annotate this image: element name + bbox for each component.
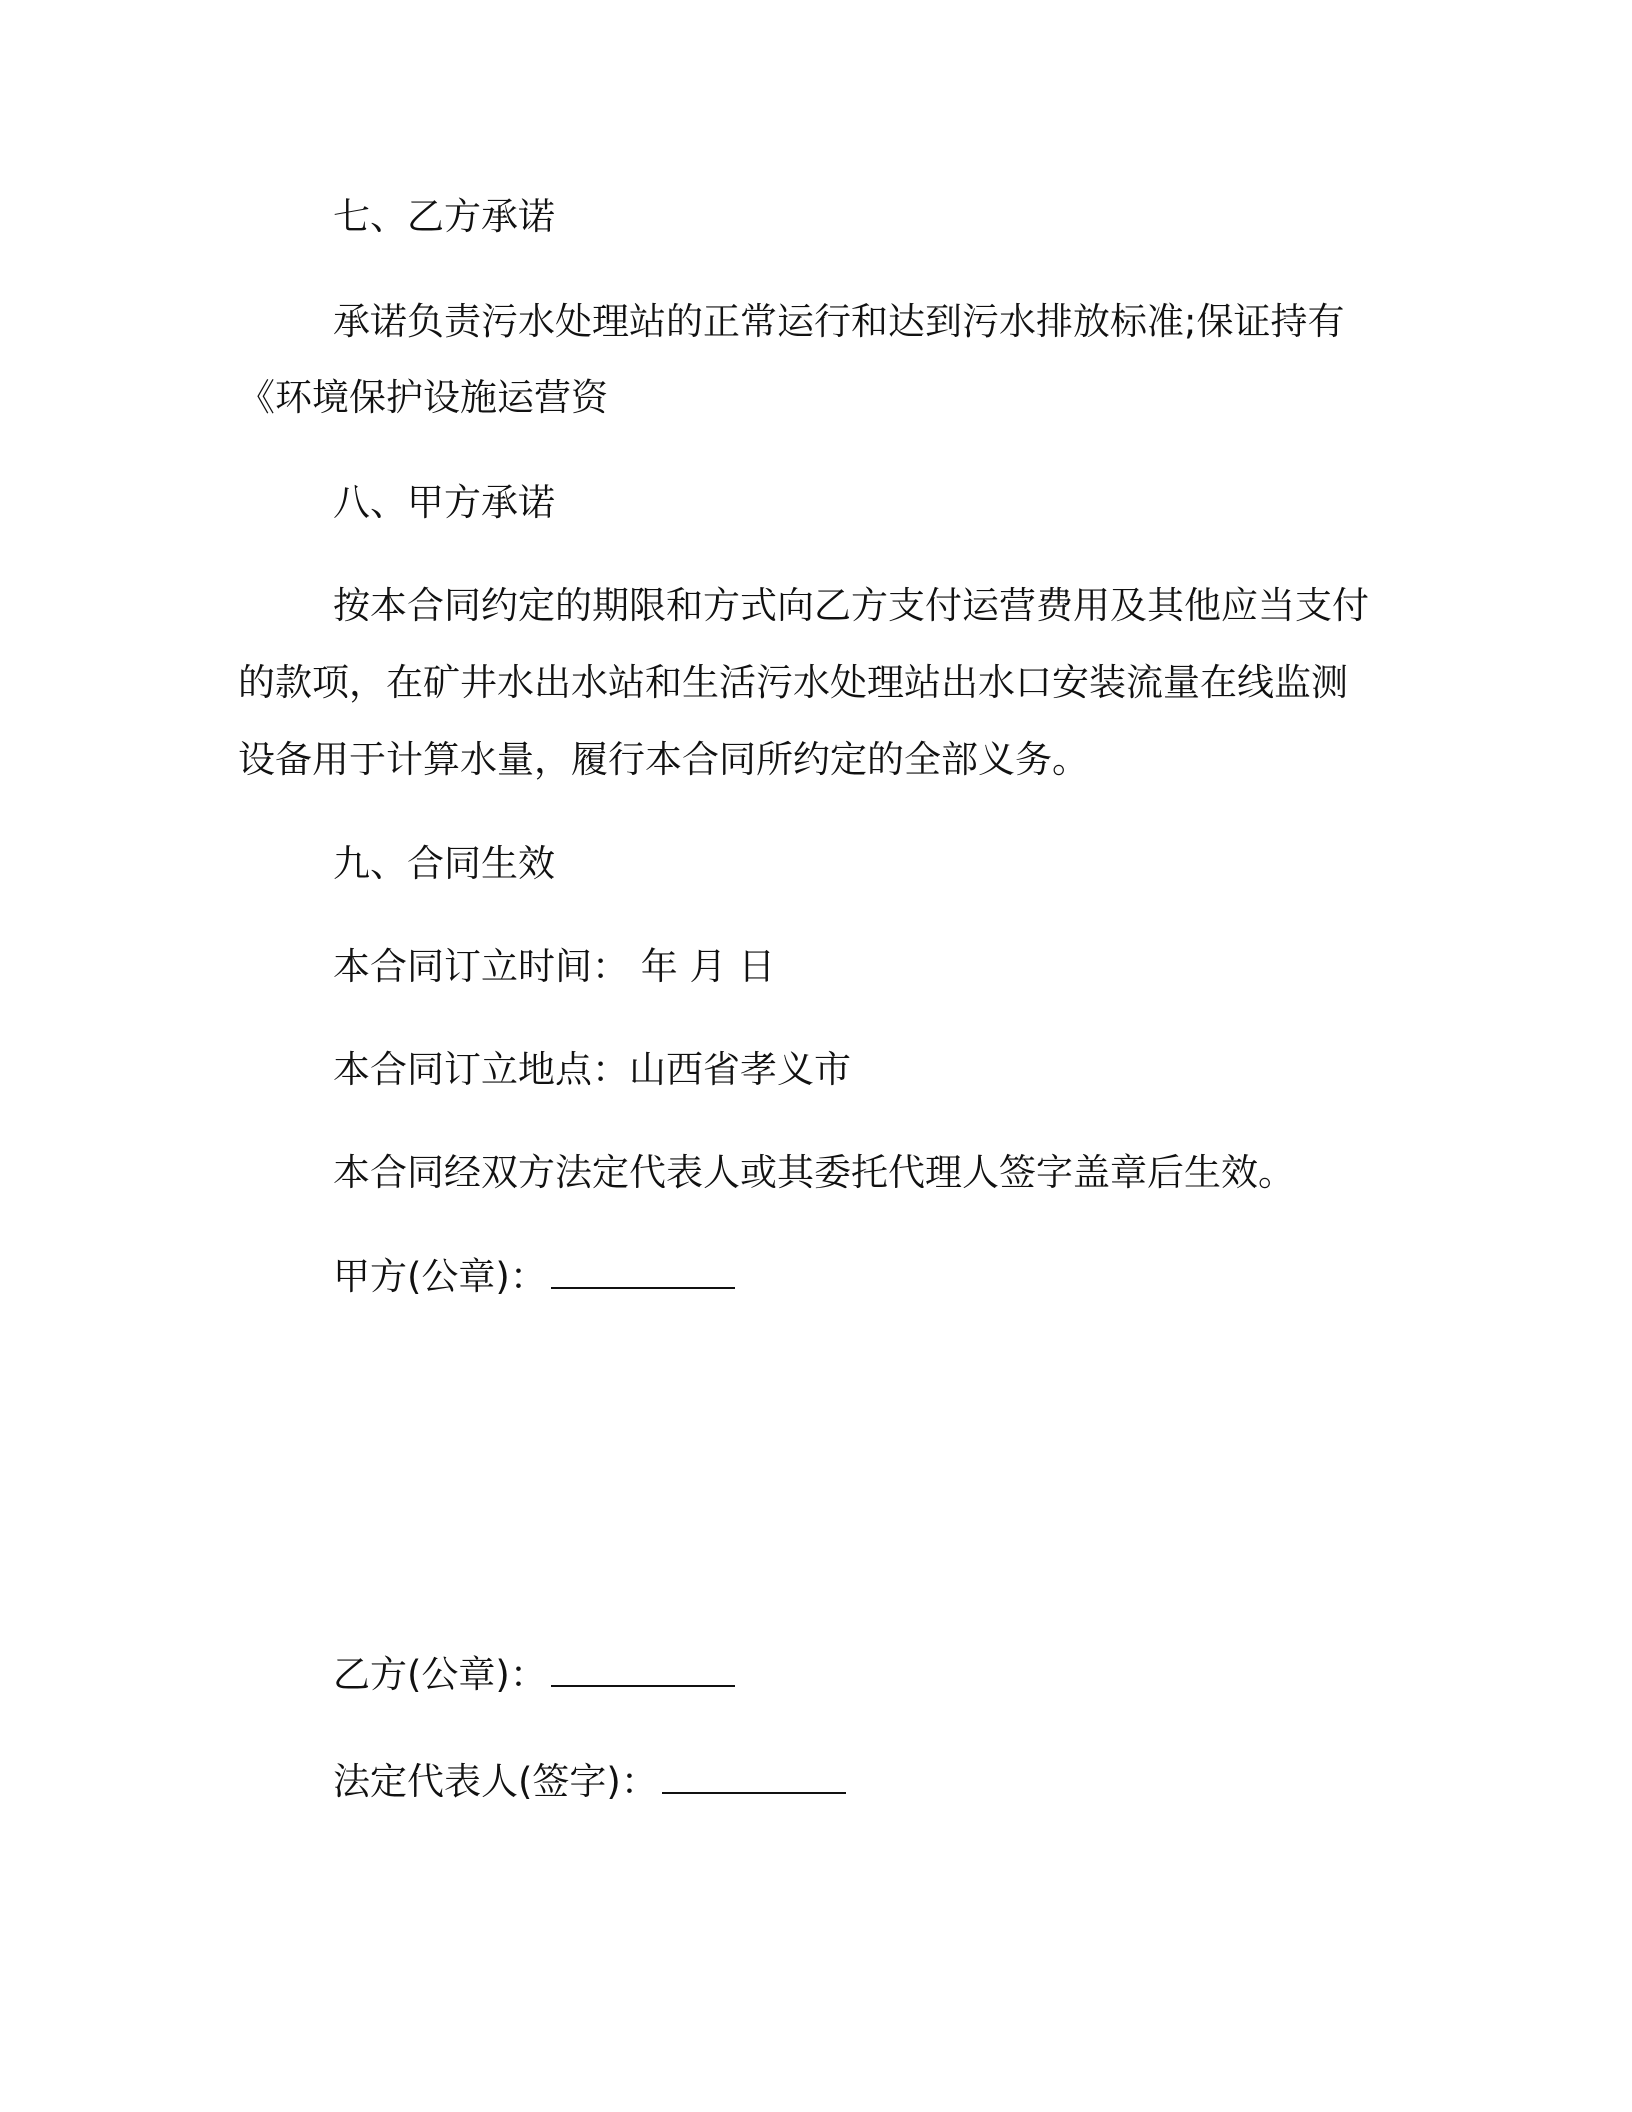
party-a-label: 甲方(公章)： <box>333 1255 547 1298</box>
section-8-body-line-1: 按本合同约定的期限和方式向乙方支付运营费用及其他应当支付 <box>333 584 1369 627</box>
party-a-blank <box>551 1257 735 1289</box>
legal-rep-signature-line <box>333 1760 846 1803</box>
section-8-body-line-3: 设备用于计算水量，履行本合同所约定的全部义务。 <box>238 738 1089 781</box>
legal-rep-blank <box>662 1762 846 1794</box>
sign-time: 本合同订立时间： 年 月 日 <box>333 945 776 988</box>
party-a-signature-line <box>333 1255 735 1298</box>
party-b-label: 乙方(公章)： <box>333 1653 547 1696</box>
sign-place: 本合同订立地点：山西省孝义市 <box>333 1048 851 1091</box>
legal-rep-label: 法定代表人(签字)： <box>333 1760 658 1803</box>
section-9-heading: 九、合同生效 <box>333 842 555 885</box>
section-7-heading: 七、乙方承诺 <box>333 195 555 238</box>
party-b-blank <box>551 1655 735 1687</box>
section-8-heading: 八、甲方承诺 <box>333 481 555 524</box>
section-7-body-line-2: 《环境保护设施运营资 <box>238 376 608 419</box>
section-7-body-line-1: 承诺负责污水处理站的正常运行和达到污水排放标准;保证持有 <box>333 300 1345 343</box>
section-8-body-line-2: 的款项，在矿井水出水站和生活污水处理站出水口安装流量在线监测 <box>238 661 1348 704</box>
effective-clause: 本合同经双方法定代表人或其委托代理人签字盖章后生效。 <box>333 1151 1295 1194</box>
party-b-signature-line <box>333 1653 735 1696</box>
